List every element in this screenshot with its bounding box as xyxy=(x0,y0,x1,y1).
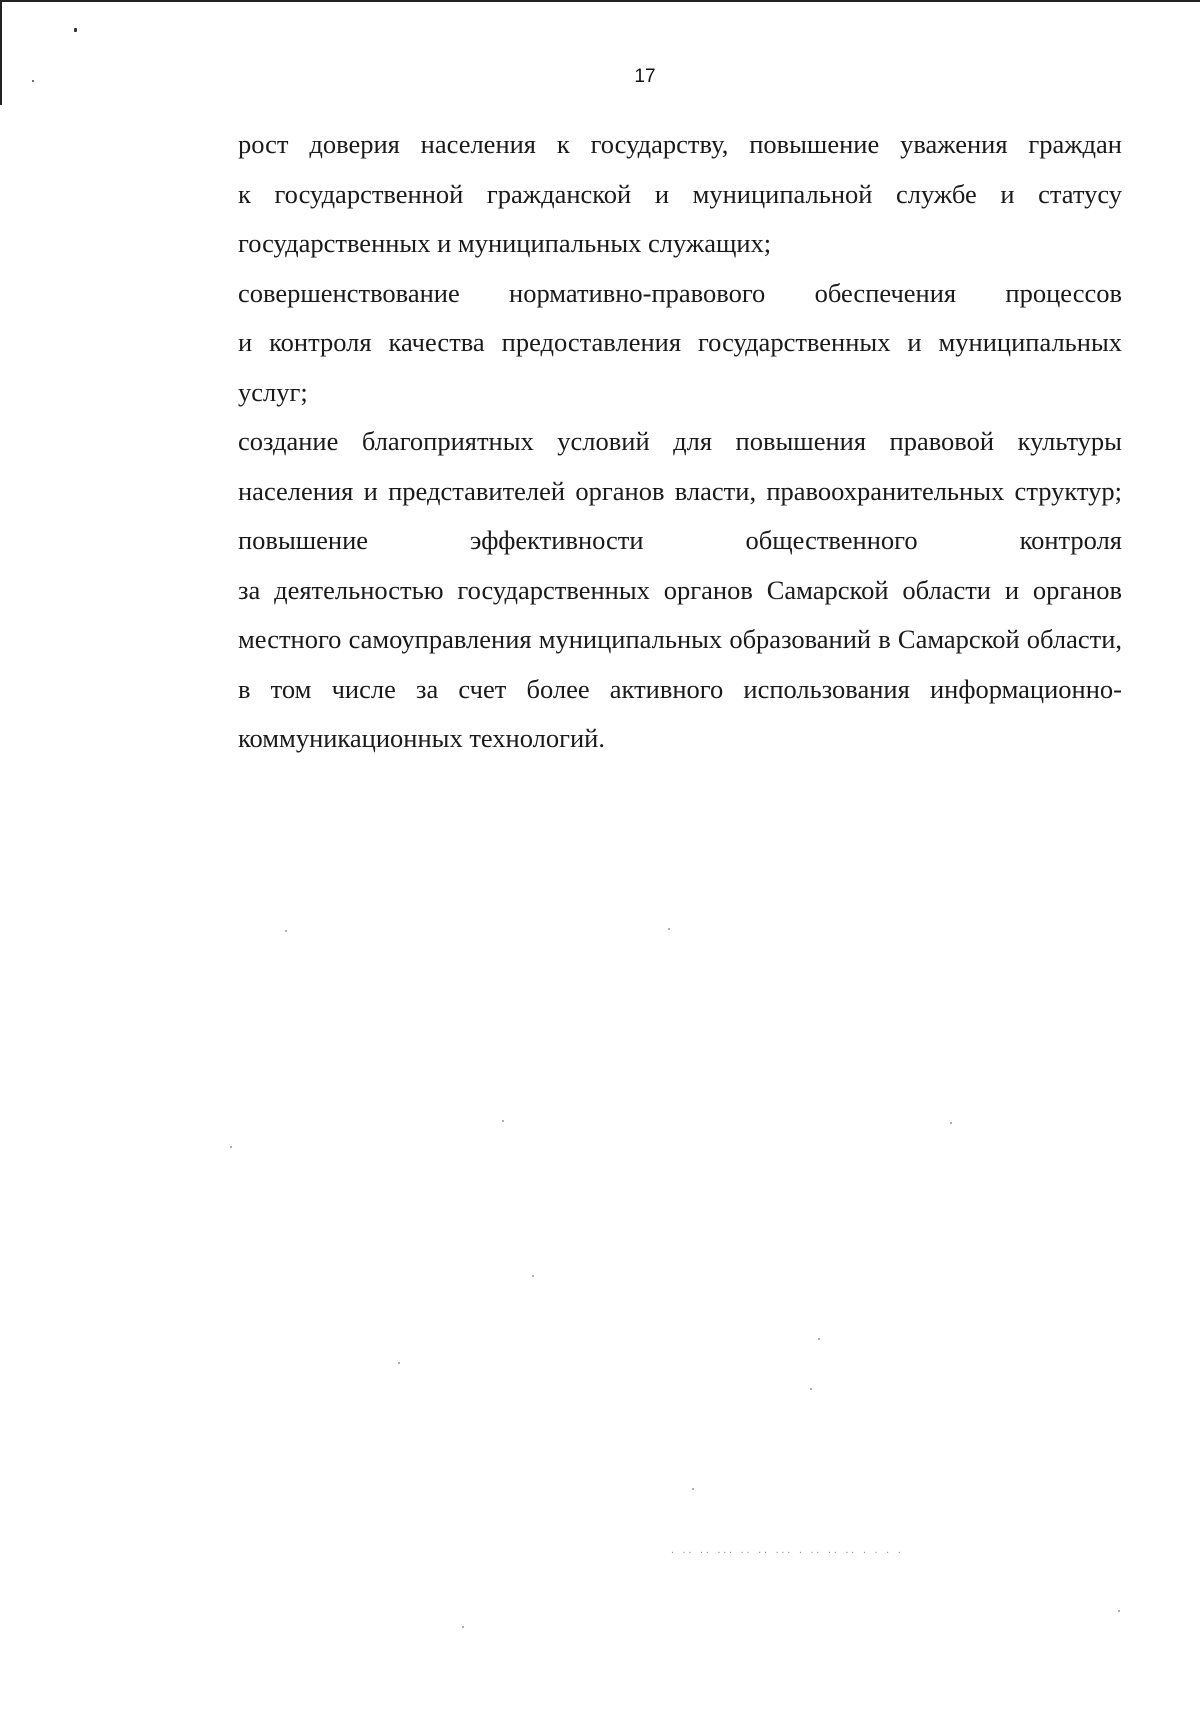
scan-noise-row: · ·· ·· ··· ·· ·· ··· · ·· ·· ·· · · · · xyxy=(670,1548,903,1557)
paragraph-1-line-2: к государственной гражданской и муниципальной службе и статусу xyxy=(238,178,1122,209)
scan-speck xyxy=(74,28,77,32)
paragraph-4 xyxy=(168,516,1122,764)
scan-speck xyxy=(462,1626,464,1628)
scan-speck xyxy=(32,80,34,82)
paragraph-2-line-2: и контроля качества предоставления государственных и муниципальных xyxy=(238,327,1122,357)
paragraph-1 xyxy=(168,120,1122,269)
paragraph-1-line-1: рост доверия населения к государству, повышение уважения граждан xyxy=(238,129,1122,159)
paragraph-3-line-2: населения и представителей органов власти, правоохранительных структур; xyxy=(238,475,1122,506)
paragraph-1-line-3: государственных и муниципальных служащих; xyxy=(238,228,772,258)
paragraph-4-line-5: коммуникационных технологий. xyxy=(238,723,605,753)
scan-speck xyxy=(502,1120,504,1122)
scan-speck xyxy=(810,1388,812,1390)
scan-border-top xyxy=(0,0,1200,2)
scan-speck xyxy=(668,928,670,930)
paragraph-2 xyxy=(168,269,1122,418)
body-text xyxy=(168,120,1122,764)
scan-speck xyxy=(818,1338,820,1340)
paragraph-4-line-4: в том числе за счет более активного использования информационно- xyxy=(238,673,1122,704)
paragraph-4-line-3: местного самоуправления муниципальных образований в Самарской области, xyxy=(238,624,1122,654)
scan-speck xyxy=(532,1275,534,1277)
paragraph-2-line-1: совершенствование нормативно-правового обеспечения процессов xyxy=(238,277,1122,308)
paragraph-3 xyxy=(168,417,1122,516)
scan-speck xyxy=(285,930,287,932)
scan-speck xyxy=(950,1122,952,1124)
scan-border-left xyxy=(0,0,2,105)
scan-speck xyxy=(1118,1610,1120,1612)
scan-speck xyxy=(398,1362,400,1364)
page-number: 17 xyxy=(634,66,656,87)
paragraph-4-line-2: за деятельностью государственных органов Самарской области и органов xyxy=(238,574,1122,605)
paragraph-3-line-1: создание благоприятных условий для повышения правовой культуры xyxy=(238,426,1122,456)
scan-speck xyxy=(692,1488,694,1490)
paragraph-4-line-1: повышение эффективности общественного контроля xyxy=(238,525,1122,555)
scan-speck xyxy=(230,1146,232,1148)
paragraph-2-line-3: услуг; xyxy=(238,376,308,407)
